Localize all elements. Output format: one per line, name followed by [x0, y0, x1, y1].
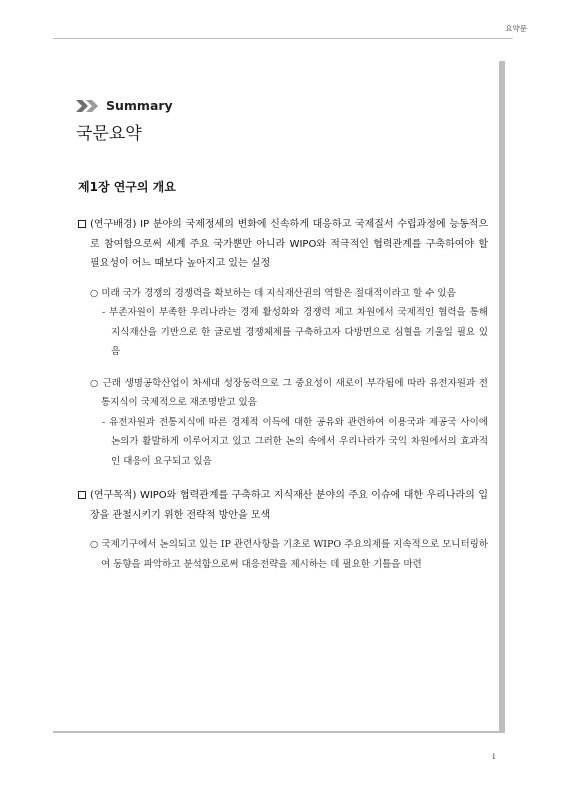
- section-heading-text: (연구목적) WIPO와 협력관계를 구축하고 지식재산 분야의 주요 이슈에 대한 우리나라의 입장을 관철시키기 위한 전략적 방안을 모색: [90, 490, 488, 521]
- square-bullet-icon: [78, 220, 86, 228]
- sub-list-item: [78, 413, 488, 472]
- summary-label-text: Summary: [106, 98, 173, 113]
- circle-bullet-icon: ○: [90, 377, 99, 389]
- list-item-text: 근래 생명공학산업이 차세대 성장동력으로 그 중요성이 새로이 부각됨에 따라 유전자원과 전통지식이 국제적으로 재조명받고 있음: [101, 377, 488, 408]
- section-heading: [78, 215, 488, 274]
- double-chevron-icon: [76, 100, 100, 112]
- list-item-text: 미래 국가 경쟁의 경쟁력을 확보하는 데 지식재산권의 역할은 절대적이라고 할 수 있음: [101, 287, 456, 299]
- dash-bullet-icon: -: [102, 416, 106, 428]
- section-heading-text: (연구배경) IP 분야의 국제정세의 변화에 신속하게 대응하고 국제질서 수립과정에 능동적으로 참여함으로써 세계 주요 국가뿐만 아니라 WIPO와 적극적인 협력관계를 구축하여야 할 필요성이 어느 때보다 높아지고 있는 실정: [90, 219, 488, 269]
- square-bullet-icon: [78, 491, 86, 499]
- dash-bullet-icon: -: [102, 307, 106, 318]
- sub-list-item-text: 부존자원이 부족한 우리나라는 경제 활성화와 경쟁력 제고 차원에서 국제적인 협력을 통해 지식재산을 기반으로 한 글로벌 경쟁체제를 구축하고자 다방면으로 심혈을 기울일 필요 있음: [109, 307, 488, 357]
- summary-label: [76, 98, 173, 113]
- circle-bullet-icon: ○: [90, 287, 99, 299]
- circle-bullet-icon: ○: [90, 539, 99, 550]
- section-purpose: [78, 486, 488, 574]
- list-item: [78, 535, 488, 574]
- header-rule: [53, 38, 513, 39]
- list-item-text: 국제기구에서 논의되고 있는 IP 관련사항을 기초로 WIPO 주요의제를 지속적으로 모니터링하여 동향을 파악하고 분석함으로써 대응전략을 제시하는 데 필요한 기틀을 마련: [101, 539, 488, 570]
- list-item: [78, 284, 488, 304]
- chapter-title: 제1장 연구의 개요: [78, 180, 176, 194]
- summary-title: 국문요약: [76, 124, 142, 144]
- section-background: [78, 215, 488, 471]
- list-item: [78, 374, 488, 413]
- section-heading: [78, 486, 488, 525]
- sub-list-item: [78, 303, 488, 362]
- page-number: i: [492, 752, 495, 761]
- running-head: 요약문: [505, 24, 527, 33]
- sub-list-item-text: 유전자원과 전통지식에 따른 경제적 이득에 대한 공유와 관련하여 이용국과 제공국 사이에 논의가 활발하게 이루어지고 있고 그러한 논의 속에서 우리나라가 국익 차원에서의 효과적인 대응이 요구되고 있음: [109, 416, 488, 467]
